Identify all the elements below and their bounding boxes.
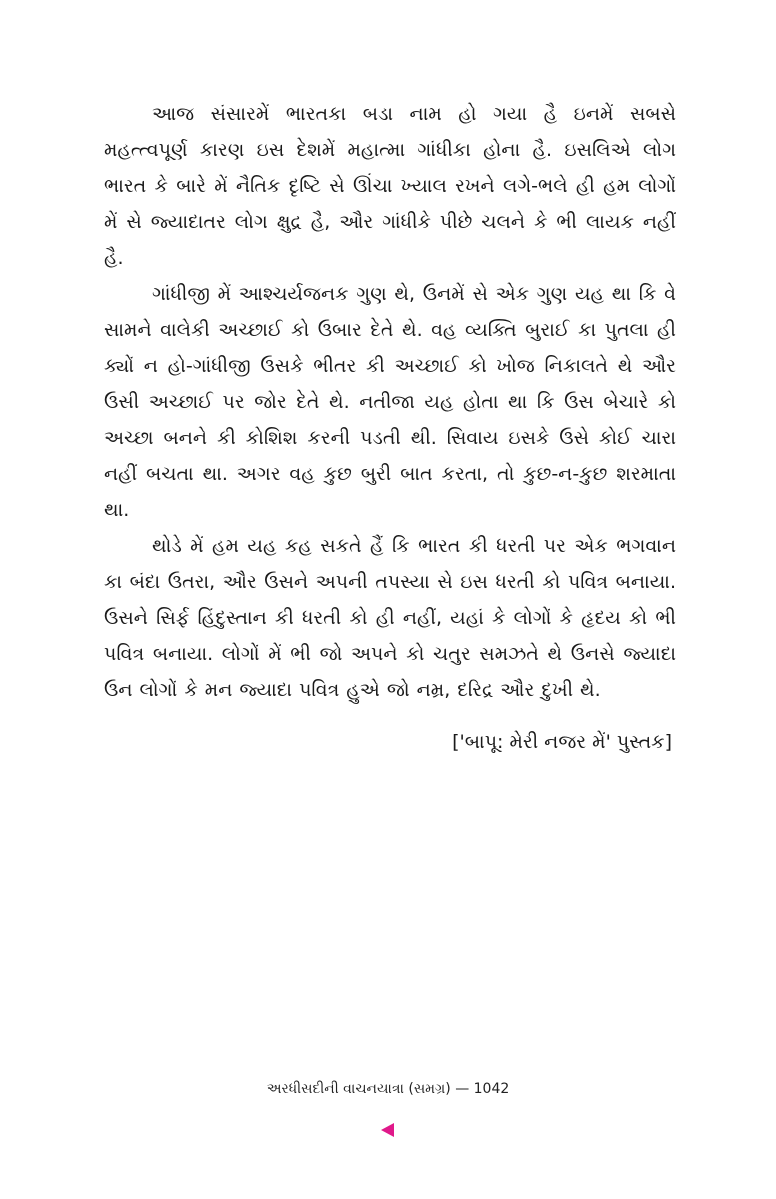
paragraph-1: આજ સંસારમેં ભારતકા બડા નામ હો ગયા હૈ ઇનમેં સબસે મહત્ત્વપૂર્ણ કારણ ઇસ દેશમેં મહાત્મા ગાંધીકા હોના હૈ. ઇસલિએ લોગ ભારત કે બારે મેં નૈતિક દૃષ્ટિ સે ઊંચા ખ્યાલ રખને લગે-ભલે હી હમ લોગોં મેં સે જ્યાદાતર લોગ ક્ષુદ્ર હૈ, ઔર ગાંધીકે પીછે ચલને કે ભી લાયક નહીં હૈ.: [104, 103, 676, 269]
footer-book-title: અરધીસદીની વાચનયાત્રા (સમગ્ર): [266, 1081, 451, 1097]
footer-page-number: 1042: [473, 1081, 510, 1097]
footer-separator: —: [455, 1081, 470, 1097]
previous-page-arrow-icon[interactable]: [381, 1123, 394, 1137]
paragraph-2: ગાંધીજી મેં આશ્ચર્યજનક ગુણ થે, ઉનમેં સે એક ગુણ યહ થા કિ વે સામને વાલેકી અચ્છાઈ કો ઉબાર દેતે થે. વહ વ્યક્તિ બુરાઈ કા પુતલા હી ક્યોં ન હો-ગાંધીજી ઉસકે ભીતર કી અચ્છાઈ કો ખોજ નિકાલતે થે ઔર ઉસી અચ્છાઈ પર જોર દેતે થે. નતીજા યહ હોતા થા કિ ઉસ બેચારે કો અચ્છા બનને કી કોશિશ કરની પડતી થી. સિવાય ઇસકે ઉસે કોઈ ચારા નહીં બચતા થા. અગર વહ કુછ બુરી બાત કરતા, તો કુછ-ન-કુછ શરમાતા થા.: [104, 283, 676, 521]
article-body: [104, 96, 676, 708]
source-citation: ['બાપૂ: મેરી નજર મેં' પુસ્તક]: [452, 731, 672, 753]
page-footer: [0, 1079, 776, 1099]
paragraph-3: થોડે મેં હમ યહ કહ સકતે હૈં કિ ભારત કી ધરતી પર એક ભગવાન કા બંદા ઉતરા, ઔર ઉસને અપની તપસ્યા સે ઇસ ધરતી કો પવિત્ર બનાયા. ઉસને સિર્ફ હિંદુસ્તાન કી ધરતી કો હી નહીં, યહાં કે લોગોં કે હૃદય કો ભી પવિત્ર બનાયા. લોગોં મેં ભી જો અપને કો ચતુર સમઝતે થે ઉનસે જ્યાદા ઉન લોગોં કે મન જ્યાદા પવિત્ર હુએ જો નમ્ર, દરિદ્ર ઔર દુખી થે.: [104, 535, 676, 701]
